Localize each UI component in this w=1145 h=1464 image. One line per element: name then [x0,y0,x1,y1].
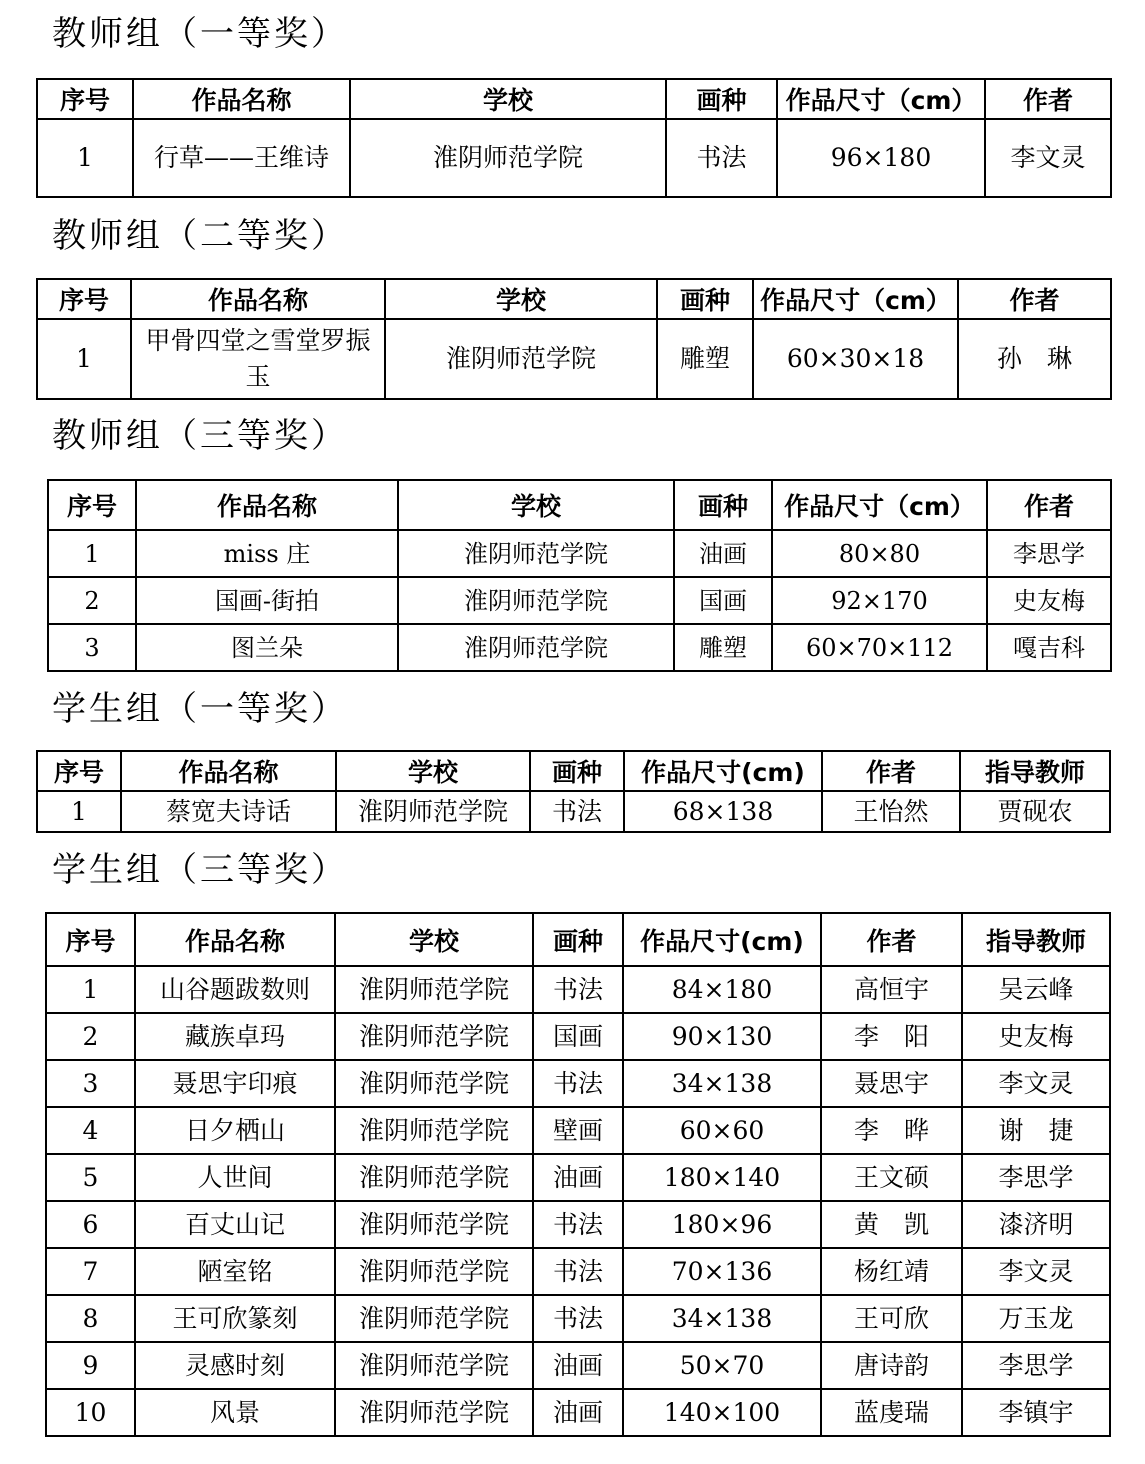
table-cell: 34×138 [623,1060,821,1107]
column-header: 学校 [336,751,530,791]
table-cell: 1 [46,966,135,1013]
column-header: 作者 [821,913,962,966]
column-header: 指导教师 [962,913,1110,966]
table-row [46,1248,1110,1295]
table-cell: 68×138 [624,791,822,832]
column-header: 作品名称 [131,279,385,319]
table-cell: 李镇宇 [962,1389,1110,1436]
table-cell: 5 [46,1154,135,1201]
table-cell: 180×96 [623,1201,821,1248]
table-row [46,1201,1110,1248]
table-cell: 史友梅 [987,577,1111,624]
table-cell: 万玉龙 [962,1295,1110,1342]
table-cell: 聂思宇 [821,1060,962,1107]
table-cell: 油画 [533,1342,623,1389]
table-row [46,1389,1110,1436]
table-row [46,1295,1110,1342]
table-cell: 孙 琳 [958,319,1111,399]
table-cell: 油画 [674,530,772,577]
awards-table [36,278,1112,400]
table-cell: 壁画 [533,1107,623,1154]
table-cell: 王可欣篆刻 [135,1295,335,1342]
table-cell: 60×30×18 [753,319,958,399]
table-cell: 谢 捷 [962,1107,1110,1154]
table-cell: 国画 [533,1013,623,1060]
table-cell: 60×60 [623,1107,821,1154]
table-cell: 书法 [666,119,777,197]
table-cell: 84×180 [623,966,821,1013]
column-header: 学校 [398,480,674,530]
column-header: 序号 [37,279,131,319]
table-cell: 7 [46,1248,135,1295]
column-header: 画种 [674,480,772,530]
table-cell: 李思学 [962,1154,1110,1201]
table-cell: 嘎吉科 [987,624,1111,671]
table-cell: 96×180 [777,119,985,197]
table-cell: 1 [37,791,121,832]
table-cell: 聂思宇印痕 [135,1060,335,1107]
table-cell: 淮阴师范学院 [335,1013,533,1060]
table-cell: 日夕栖山 [135,1107,335,1154]
table-cell: 国画-街拍 [136,577,398,624]
table-cell: 书法 [530,791,624,832]
table-cell: 唐诗韵 [821,1342,962,1389]
table-cell: 淮阴师范学院 [335,1060,533,1107]
table-cell: 油画 [533,1154,623,1201]
column-header: 画种 [657,279,753,319]
table-cell: 60×70×112 [772,624,987,671]
table-row [37,119,1111,197]
table-cell: 书法 [533,1201,623,1248]
table-row [46,1154,1110,1201]
column-header: 作者 [958,279,1111,319]
table-cell: 甲骨四堂之雪堂罗振玉 [131,319,385,399]
awards-table [36,78,1112,198]
table-cell: 淮阴师范学院 [335,1248,533,1295]
table-cell: 书法 [533,1248,623,1295]
table-cell: 史友梅 [962,1013,1110,1060]
table-cell: 灵感时刻 [135,1342,335,1389]
table-cell: 2 [46,1013,135,1060]
table-cell: 90×130 [623,1013,821,1060]
table-cell: 淮阴师范学院 [350,119,666,197]
table-header-row [37,79,1111,119]
table-cell: 图兰朵 [136,624,398,671]
table-header-row [48,480,1111,530]
table-cell: 80×80 [772,530,987,577]
table-cell: 3 [48,624,136,671]
table-cell: 书法 [533,1060,623,1107]
table-cell: 山谷题跋数则 [135,966,335,1013]
table-cell: 50×70 [623,1342,821,1389]
table-cell: 9 [46,1342,135,1389]
column-header: 序号 [46,913,135,966]
awards-table [36,750,1111,833]
awards-table [47,479,1112,672]
table-cell: 杨红靖 [821,1248,962,1295]
table-cell: 李 晔 [821,1107,962,1154]
table-cell: 油画 [533,1389,623,1436]
column-header: 作品尺寸（cm） [753,279,958,319]
column-header: 作品尺寸(cm) [624,751,822,791]
table-cell: 1 [48,530,136,577]
table-cell: 李文灵 [962,1248,1110,1295]
table-cell: 王可欣 [821,1295,962,1342]
column-header: 作品名称 [135,913,335,966]
section-heading: 教师组（一等奖） [52,14,348,54]
table-cell: 180×140 [623,1154,821,1201]
column-header: 作者 [987,480,1111,530]
column-header: 作品名称 [133,79,350,119]
section-heading: 教师组（二等奖） [52,216,348,256]
table-row [46,1342,1110,1389]
table-row [46,966,1110,1013]
table-header-row [37,751,1110,791]
column-header: 学校 [335,913,533,966]
table-cell: 34×138 [623,1295,821,1342]
table-cell: 淮阴师范学院 [335,1342,533,1389]
table-row [46,1060,1110,1107]
table-row [48,624,1111,671]
column-header: 作品名称 [121,751,336,791]
table-cell: 淮阴师范学院 [335,1295,533,1342]
table-cell: 雕塑 [674,624,772,671]
table-cell: 140×100 [623,1389,821,1436]
column-header: 指导教师 [960,751,1110,791]
table-header-row [46,913,1110,966]
table-cell: 淮阴师范学院 [335,1107,533,1154]
table-cell: 李文灵 [962,1060,1110,1107]
table-cell: 百丈山记 [135,1201,335,1248]
column-header: 序号 [37,79,133,119]
awards-table [45,912,1111,1437]
table-cell: 行草——王维诗 [133,119,350,197]
table-cell: 书法 [533,966,623,1013]
table-cell: 王文硕 [821,1154,962,1201]
table-cell: 李 阳 [821,1013,962,1060]
table-cell: 92×170 [772,577,987,624]
section-heading: 教师组（三等奖） [52,416,348,456]
table-row [48,530,1111,577]
table-cell: 吴云峰 [962,966,1110,1013]
table-cell: 1 [37,119,133,197]
column-header: 作品尺寸(cm) [623,913,821,966]
table-cell: 淮阴师范学院 [398,577,674,624]
table-cell: 3 [46,1060,135,1107]
table-row [37,319,1111,399]
table-cell: 淮阴师范学院 [398,624,674,671]
table-cell: 淮阴师范学院 [336,791,530,832]
table-cell: 淮阴师范学院 [335,966,533,1013]
column-header: 作者 [985,79,1111,119]
table-cell: 淮阴师范学院 [398,530,674,577]
column-header: 序号 [37,751,121,791]
table-cell: 藏族卓玛 [135,1013,335,1060]
column-header: 学校 [385,279,657,319]
table-cell: 国画 [674,577,772,624]
column-header: 序号 [48,480,136,530]
table-cell: 淮阴师范学院 [335,1201,533,1248]
table-row [48,577,1111,624]
table-cell: 6 [46,1201,135,1248]
table-cell: 1 [37,319,131,399]
table-cell: 4 [46,1107,135,1154]
table-cell: 黄 凯 [821,1201,962,1248]
table-cell: 淮阴师范学院 [335,1389,533,1436]
table-cell: 王怡然 [822,791,960,832]
table-cell: 贾砚农 [960,791,1110,832]
table-cell: 高恒宇 [821,966,962,1013]
table-cell: 淮阴师范学院 [385,319,657,399]
table-cell: 漆济明 [962,1201,1110,1248]
table-cell: 风景 [135,1389,335,1436]
table-cell: 10 [46,1389,135,1436]
column-header: 作品名称 [136,480,398,530]
table-cell: 人世间 [135,1154,335,1201]
table-cell: 李思学 [962,1342,1110,1389]
table-cell: 8 [46,1295,135,1342]
table-cell: miss 庄 [136,530,398,577]
table-cell: 2 [48,577,136,624]
column-header: 作品尺寸（cm） [772,480,987,530]
table-cell: 陋室铭 [135,1248,335,1295]
column-header: 画种 [533,913,623,966]
table-row [46,1013,1110,1060]
column-header: 画种 [666,79,777,119]
table-cell: 蔡宽夫诗话 [121,791,336,832]
table-cell: 雕塑 [657,319,753,399]
column-header: 学校 [350,79,666,119]
column-header: 作品尺寸（cm） [777,79,985,119]
table-cell: 70×136 [623,1248,821,1295]
table-cell: 蓝虔瑞 [821,1389,962,1436]
table-cell: 淮阴师范学院 [335,1154,533,1201]
table-cell: 李文灵 [985,119,1111,197]
table-row [46,1107,1110,1154]
table-row [37,791,1110,832]
table-header-row [37,279,1111,319]
column-header: 作者 [822,751,960,791]
section-heading: 学生组（一等奖） [52,689,348,729]
table-cell: 李思学 [987,530,1111,577]
table-cell: 书法 [533,1295,623,1342]
section-heading: 学生组（三等奖） [52,850,348,890]
column-header: 画种 [530,751,624,791]
